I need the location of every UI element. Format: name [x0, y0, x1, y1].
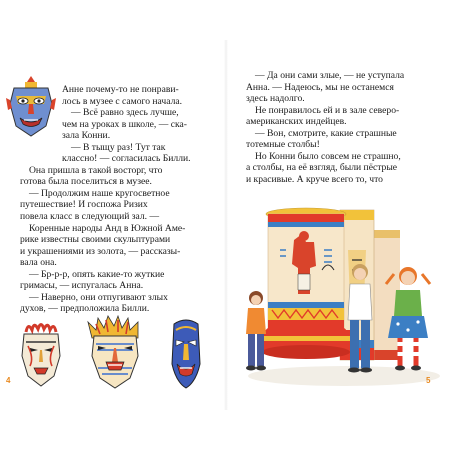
text-line: Анна. — Надеюсь, мы не останемся: [246, 81, 394, 93]
feathered-mask-icon: [18, 322, 64, 388]
text-line: а столбы, на её взгляд, были пёстрые: [246, 162, 398, 174]
text-line: Коренные народы Анд в Южной Аме-: [29, 222, 186, 234]
text-line: лось в музее с самого начала.: [62, 95, 183, 107]
left-text: [62, 84, 191, 165]
long-mask-icon: [168, 318, 204, 390]
text-line: зала Конни.: [62, 130, 111, 142]
text-line: и красивые. А круче всего то, что: [246, 173, 383, 185]
right-page: [226, 0, 452, 452]
page-number-left: 4: [6, 376, 11, 385]
text-line: готова была поселиться в музее.: [20, 176, 152, 188]
child-anna: [246, 291, 266, 371]
text-line: — Наверно, они отпугивают злых: [29, 291, 168, 303]
museum-hall-illustration: [236, 190, 442, 400]
text-line: Она пришла в такой восторг, что: [29, 164, 163, 176]
text-line: — Продолжим наше кругосветное: [29, 187, 170, 199]
text-line: Не понравилось ей и в зале северо-: [255, 104, 400, 116]
text-line: духов, — предположила Билли.: [20, 303, 150, 315]
text-line: американских индейцев.: [246, 116, 347, 128]
text-line: тотемные столбы!: [246, 139, 320, 151]
text-line: Но Конни было совсем не страшно,: [255, 150, 401, 162]
text-line: — Вон, смотрите, какие страшные: [255, 127, 397, 139]
column-front: [262, 208, 350, 359]
andean-mask-icon: [6, 74, 56, 140]
left-text-continued: [20, 165, 185, 315]
striped-mask-icon: [84, 316, 146, 390]
text-line: — Бр-р-р, опять какие-то жуткие: [29, 268, 165, 280]
right-text: [246, 70, 404, 185]
column-back-right: [370, 230, 400, 360]
page-number-right: 5: [426, 376, 431, 385]
text-line: путешествие! И госпожа Ризих: [20, 199, 148, 211]
text-line: здесь надолго.: [246, 93, 305, 105]
text-line: — В тыщу раз! Тут так: [71, 141, 166, 153]
text-line: чем на уроках в школе, — ска-: [62, 118, 187, 130]
text-line: классно! — согласилась Билли.: [62, 153, 191, 165]
text-line: Анне почему-то не понрави-: [62, 84, 179, 95]
text-line: — Всё равно здесь лучше,: [71, 107, 179, 119]
text-line: и украшениями из золота, — рассказы-: [20, 245, 181, 257]
text-line: гримасы, — испугалась Анна.: [20, 280, 144, 292]
text-line: — Да они сами злые, — не уступала: [255, 70, 405, 81]
text-line: рике известны своими скульптурами: [20, 234, 171, 246]
text-line: повела класс в следующий зал. —: [20, 211, 160, 223]
text-line: вала она.: [20, 257, 57, 269]
